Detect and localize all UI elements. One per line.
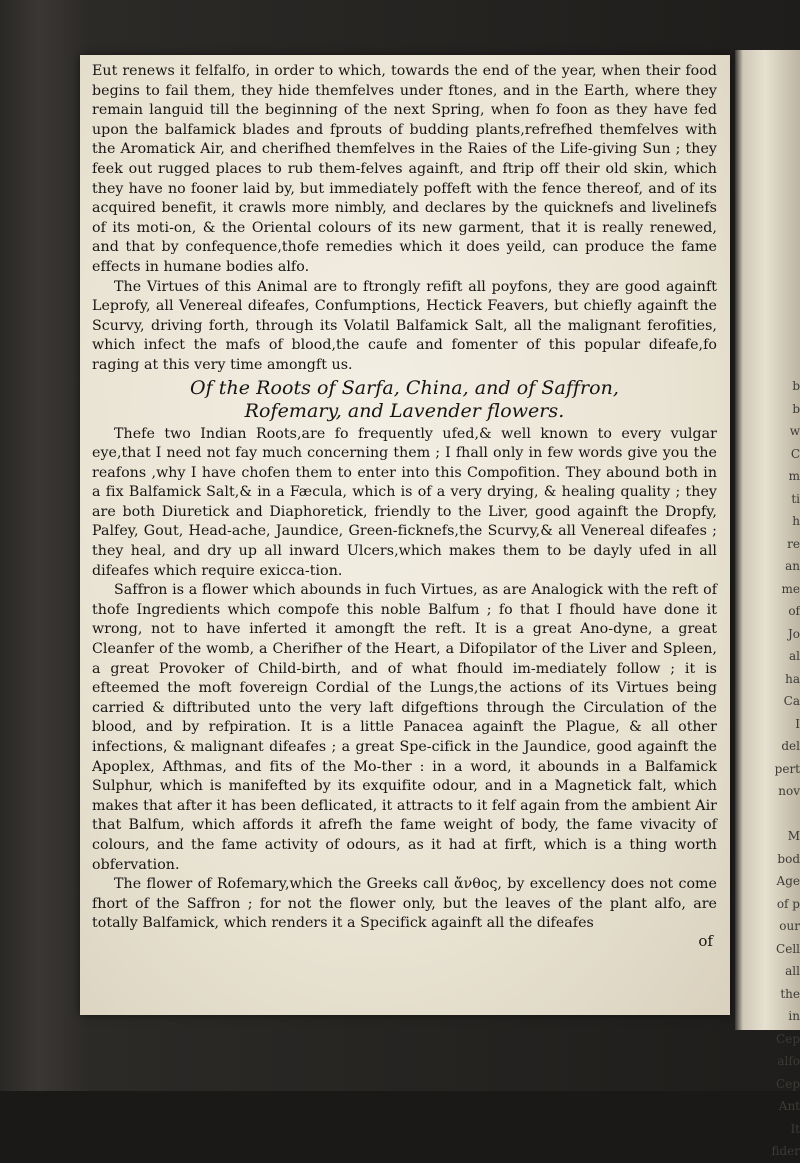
page-text xyxy=(92,62,717,952)
section-heading-line: Of the Roots of Sarfa, China, and of Saffron, xyxy=(189,376,620,399)
paragraph: Saffron is a flower which abounds in fuch Virtues, as are Analogick with the reft of thofe Ingredients which compofe this noble Balfum ; fo that I fhould have done it wrong, not to have inferted it amongft the reft. It is a great Ano-dyne, a great Cleanfer of the womb, a Cherifher of the Heart, a Difopilator of the Liver and Spleen, a great Provoker of Child-birth, and of what fhould im-mediately follow ; it is efteemed the moft fovereign Cordial of the Lungs,the actions of its Virtues being carried & diftributed unto the very laft difgeftions through the Circulation of the blood, and by refpiration. It is a little Panacea againft the Plague, & all other infections, & malignant difeafes ; a great Spe-cifick in the Jaundice, good againft the Apoplex, Afthmas, and fits of the Mo-ther : in a word, it abounds in a Balfamick Sulphur, which is manifefted by its exquifite odour, and in a Magnetick falt, which makes that after it has been deflicated, it attracts to it felf again from the ambient Air that Balfum, which affords it afrefh the fame weight of body, the fame vivacity of colours, and the fame activity of odours, as it had at firft, which is a thing worth obfervation. xyxy=(92,582,717,873)
catchword: of xyxy=(698,931,713,950)
paragraph: The flower of Rofemary,which the Greeks call ἄνθος, by excellency does not come fhort of the Saffron ; for not the flower only, but the leaves of the plant alfo, are totally Balfamick, which renders it a Specifick againft all the difeafes xyxy=(92,876,717,932)
section-heading-line: Rofemary, and Lavender flowers. xyxy=(244,399,565,422)
section-heading xyxy=(92,377,717,423)
paragraph: Eut renews it felfalfo, in order to which, towards the end of the year, when their food begins to fail them, they hide themfelves under ftones, and in the Earth, where they remain languid till the beginning of the next Spring, when fo foon as they have fed upon the balfamick blades and fprouts of budding plants,refrefhed themfelves with the Aromatick Air, and cherifhed themfelves in the Raies of the Life-giving Sun ; they feek out rugged places to rub them-felves againft, and ftrip off their old skin, which they have no fooner laid by, but immediately poffeft with the fence thereof, and of its acquired benefit, it crawls more nimbly, and declares by the quicknefs and livelinefs of its moti-on, & the Oriental colours of its new garment, that it is really renewed, and that by confequence,thofe remedies which it does yeild, can produce the fame effects in humane bodies alfo. xyxy=(92,63,717,275)
paragraph: The Virtues of this Animal are to ftrongly refift all poyfons, they are good againft Leprofy, all Venereal difeafes, Confumptions, Hectick Feavers, but chiefly againft the Scurvy, driving forth, through its Volatil Balfamick Salt, all the malignant ferofities, which infect the mafs of blood,the caufe and fomenter of this popular difeafe,fo raging at this very time amongft us. xyxy=(92,278,717,373)
paragraph: Thefe two Indian Roots,are fo frequently ufed,& well known to every vulgar eye,that I need not fay much concerning them ; I fhall only in few words give you the reafons ,why I have chofen them to enter into this Compofition. They abound both in a fix Balfamick Salt,& in a Fæcula, which is of a very drying, & healing quality ; they are both Diuretick and Diaphoretick, friendly to the Liver, good againft the Dropfy, Palfey, Gout, Head-ache, Jaundice, Green-ficknefs,the Scurvy,& all Venereal difeafes ; they heal, and dry up all inward Ulcers,which makes them to be dayly ufed in all difeafes which require exicca-tion. xyxy=(92,425,717,579)
facing-page-fragments: b b w C m ti h re an me of Jo al ha Ca I del pert nov M bod Age of p our Cell all the in Cep alfo Cep Ant It fider xyxy=(771,379,800,1158)
